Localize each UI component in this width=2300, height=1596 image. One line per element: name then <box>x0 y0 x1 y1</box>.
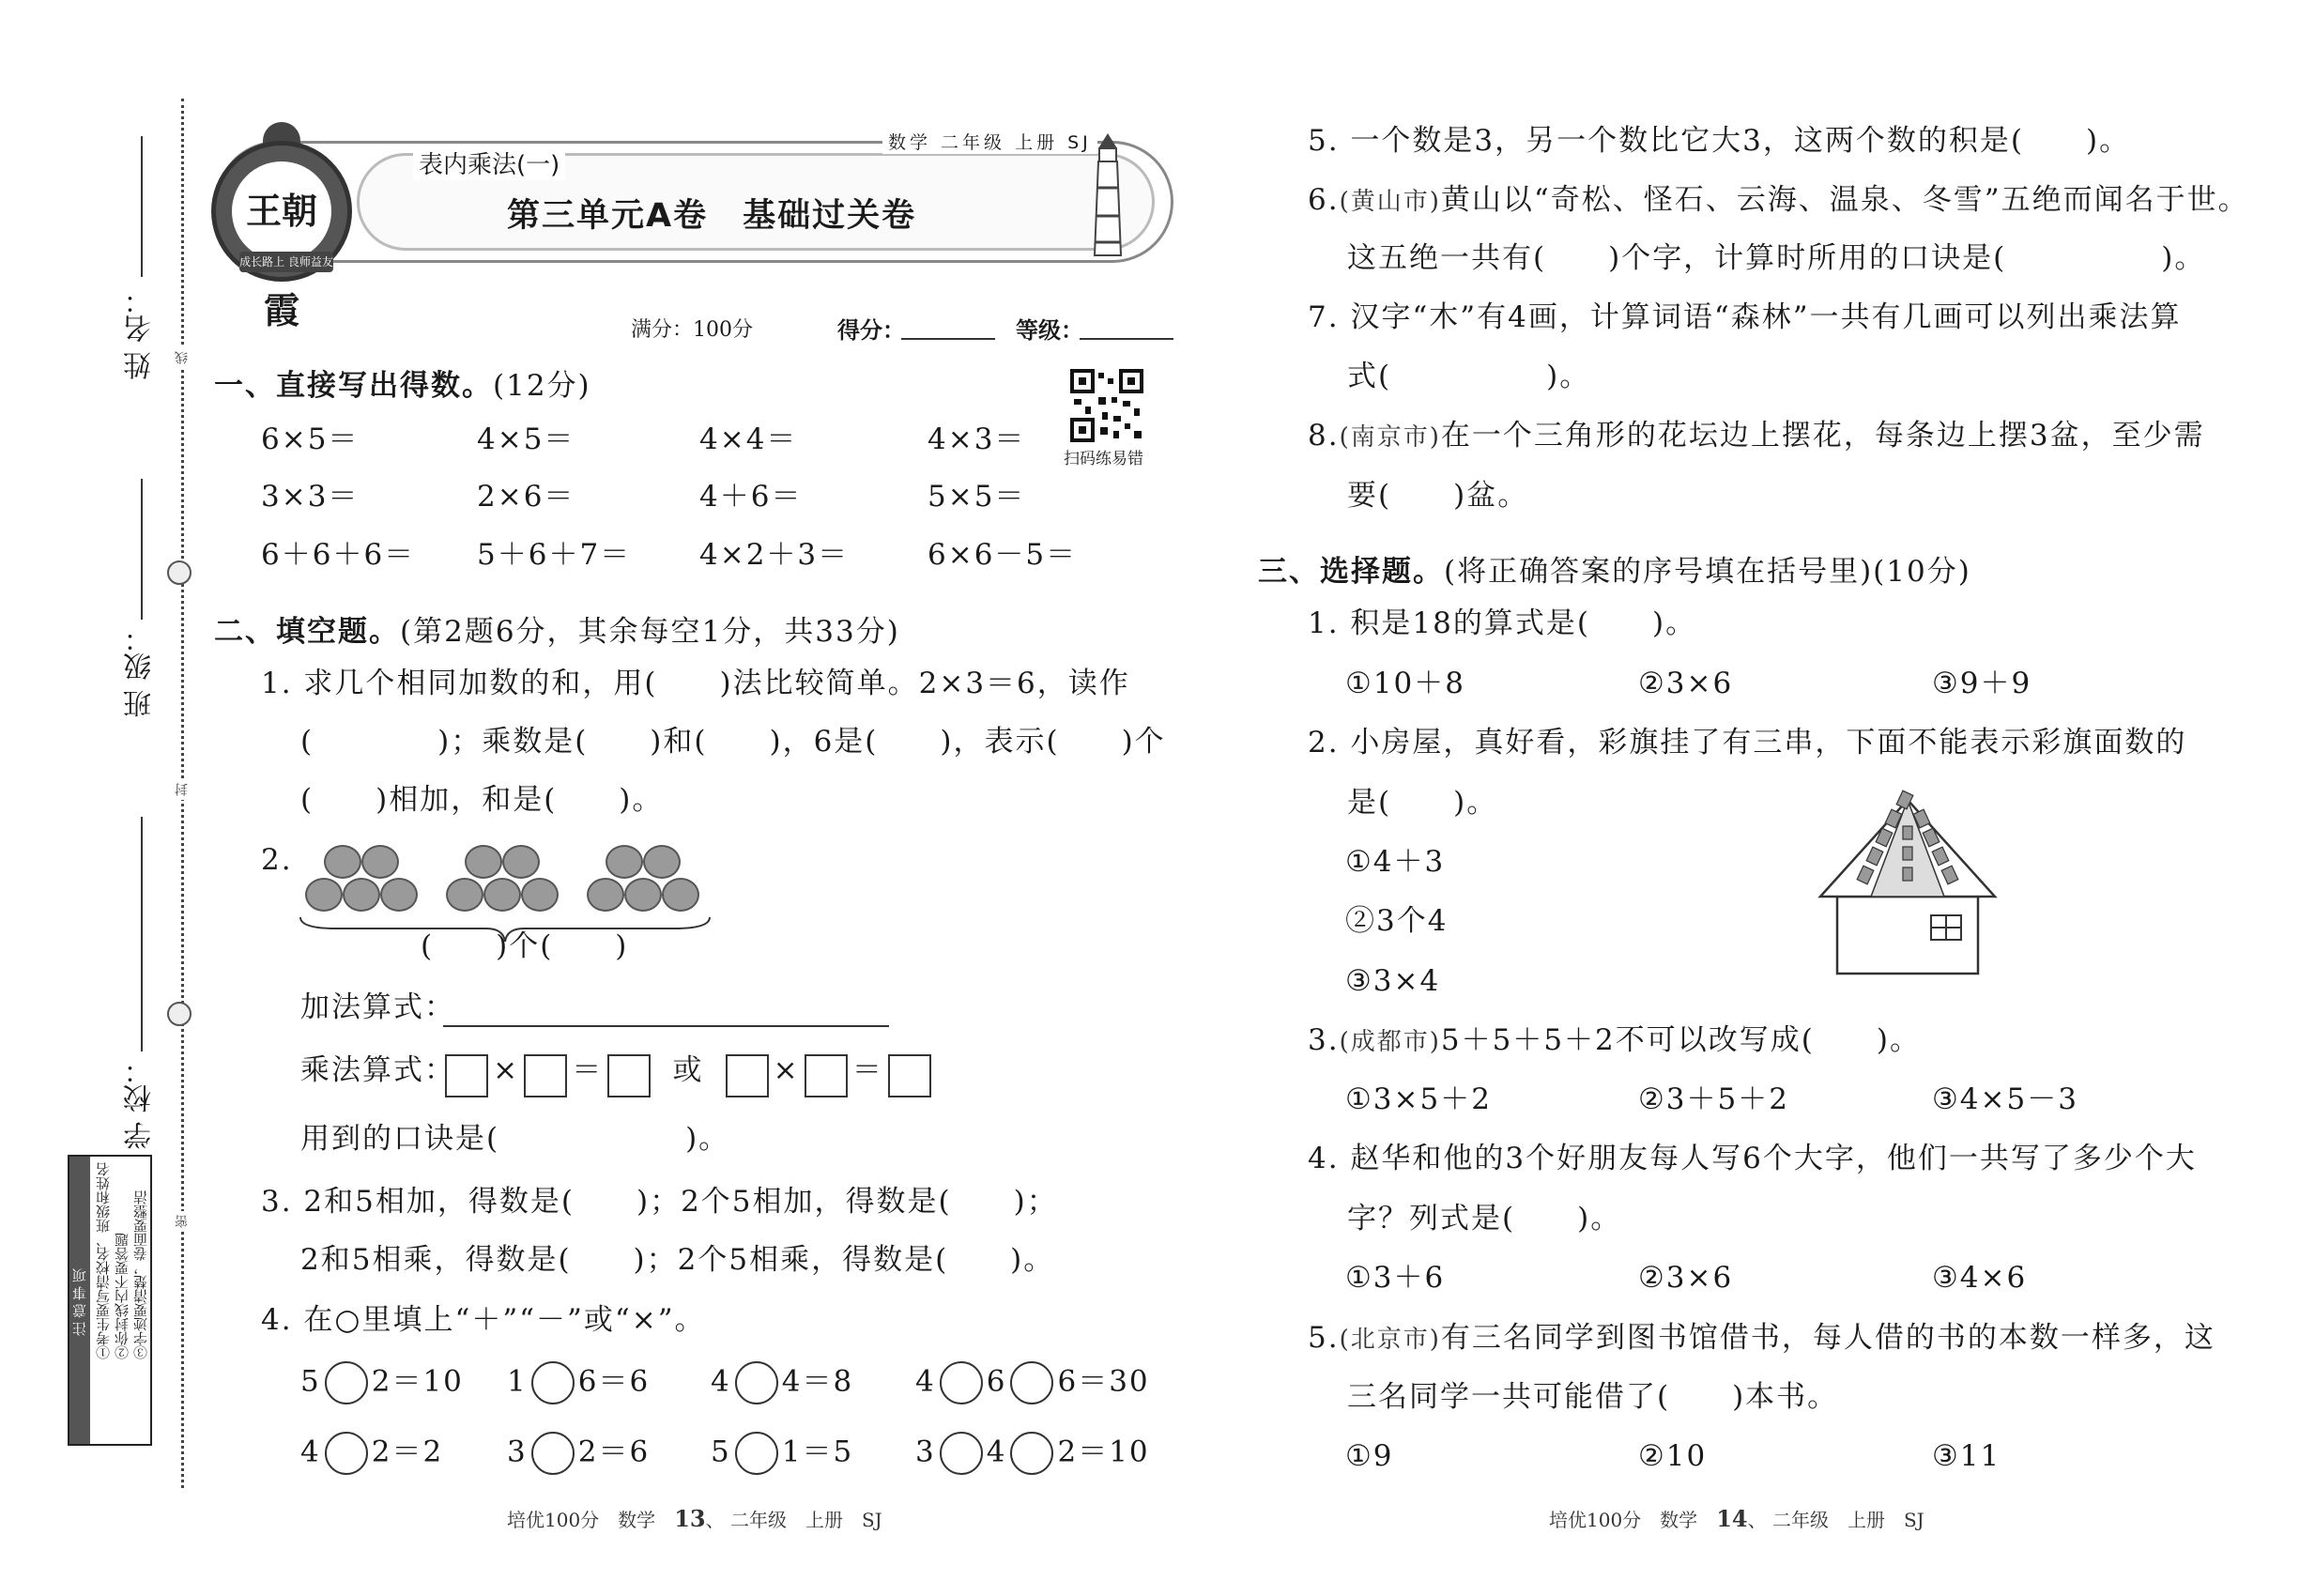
answer-box[interactable] <box>805 1054 848 1097</box>
section2-title: 二、填空题。(第2题6分，其余每空1分，共33分) <box>214 615 900 649</box>
choice-option[interactable]: ③4×5－3 <box>1932 1082 2078 1116</box>
choice-q3-stem: 3.(成都市)5＋5＋5＋2不可以改写成( )。 <box>1308 1023 1921 1057</box>
footer-left: 培优100分 数学 13、 二年级 上册 SJ <box>507 1505 882 1532</box>
choice-option[interactable]: ③3×4 <box>1345 964 1441 998</box>
binding-hole-icon <box>167 560 192 585</box>
operator-item: 4 6 6＝30 <box>915 1361 1150 1404</box>
add-formula-field[interactable] <box>443 1025 889 1027</box>
calc-item: 6×5＝ <box>261 422 360 456</box>
operator-circle[interactable] <box>325 1361 368 1404</box>
logo-slogan: 成长路上 良师益友 <box>239 252 333 272</box>
operator-item: 3 2＝6 <box>507 1432 650 1475</box>
fill-q1-line1: 1. 求几个相同加数的和，用( )法比较简单。2×3＝6，读作 <box>261 667 1130 700</box>
choice-option[interactable]: ①3×5＋2 <box>1345 1082 1492 1116</box>
topic-label: 表内乘法(一) <box>413 146 565 180</box>
answer-box[interactable] <box>445 1054 488 1097</box>
rhyme-line: 用到的口诀是( )。 <box>300 1122 730 1156</box>
cut-mark-seal: 封 <box>173 779 192 800</box>
fill-q1-line3: ( )相加，和是( )。 <box>300 783 664 817</box>
choice-option[interactable]: ③9＋9 <box>1932 667 2032 700</box>
choice-option[interactable]: ①9 <box>1345 1439 1394 1473</box>
operator-circle[interactable] <box>940 1432 983 1475</box>
page-number: 14 <box>1716 1505 1748 1532</box>
logo-text: 王朝霞 <box>232 161 331 261</box>
choice-q1-stem: 1. 积是18的算式是( )。 <box>1308 606 1697 640</box>
add-formula-label: 加法算式： <box>300 990 455 1024</box>
fill-q1-line2: ( )；乘数是( )和( )，6是( )，表示( )个 <box>300 725 1166 759</box>
section1-title: 一、直接写出得数。(12分) <box>214 369 591 403</box>
fill-q2-number: 2. <box>261 843 293 877</box>
grade-label: 等级： <box>1016 317 1083 344</box>
brace-text: ( )个( ) <box>421 929 629 963</box>
operator-circle[interactable] <box>531 1432 575 1475</box>
calc-item: 5×5＝ <box>928 480 1026 514</box>
name-field-line[interactable] <box>141 136 143 277</box>
choice-option[interactable]: ②3个4 <box>1345 904 1449 938</box>
choice-option[interactable]: ①4＋3 <box>1345 845 1446 879</box>
operator-item: 5 2＝10 <box>300 1361 464 1404</box>
choice-q2-line2: 是( )。 <box>1347 786 1498 820</box>
cut-mark-secret: 密 <box>173 1211 192 1232</box>
fill-q6-line1: 6.(黄山市)黄山以“奇松、怪石、云海、温泉、冬雪”五绝而闻名于世。 <box>1308 183 2249 217</box>
mul-formula-label: 乘法算式： <box>300 1053 455 1087</box>
choice-option[interactable]: ②3＋5＋2 <box>1638 1082 1789 1116</box>
footer-right: 培优100分 数学 14、 二年级 上册 SJ <box>1549 1505 1924 1532</box>
class-label: 班 级： <box>124 624 157 718</box>
page-title: 第三单元A卷 基础过关卷 <box>507 197 917 235</box>
fill-q3-line2: 2和5相乘，得数是( )；2个5相乘，得数是( )。 <box>300 1243 1055 1277</box>
school-field-line[interactable] <box>141 817 143 1051</box>
choice-q5-line2: 三名同学一共可能借了( )本书。 <box>1347 1380 1839 1414</box>
fill-q3-line1: 3. 2和5相加，得数是( )；2个5相加，得数是( )； <box>261 1185 1058 1219</box>
house-with-flags-icon <box>1817 789 2000 976</box>
operator-circle[interactable] <box>325 1432 368 1475</box>
subject-meta: 数学 二年级 上册 SJ <box>882 129 1097 154</box>
mul-formula-boxes: × ＝ 或 × ＝ <box>445 1053 931 1097</box>
notice-box <box>68 1155 152 1446</box>
choice-q4-line2: 字？列式是( )。 <box>1347 1202 1622 1235</box>
choice-option[interactable]: ②10 <box>1638 1439 1708 1473</box>
calc-item: 4×5＝ <box>477 422 575 456</box>
operator-circle[interactable] <box>735 1432 778 1475</box>
notice-item: ①考生要写清校名、班级和姓名 <box>95 1162 112 1359</box>
answer-box[interactable] <box>726 1054 769 1097</box>
name-label: 姓 名： <box>124 286 157 380</box>
class-field-line[interactable] <box>141 479 143 620</box>
choice-option[interactable]: ①3＋6 <box>1345 1261 1446 1295</box>
operator-circle[interactable] <box>1010 1432 1053 1475</box>
notice-item: ②你封线内不要答题 <box>114 1233 130 1359</box>
cut-mark-line: 线 <box>173 347 192 368</box>
choice-q5-line1: 5.(北京市)有三名同学到图书馆借书，每人借的书的本数一样多，这 <box>1308 1321 2216 1355</box>
score-field[interactable] <box>901 338 995 340</box>
operator-item: 5 1＝5 <box>711 1432 853 1475</box>
choice-option[interactable]: ①10＋8 <box>1345 667 1465 700</box>
fill-q8-line2: 要( )盆。 <box>1347 479 1529 513</box>
binding-hole-icon <box>167 1002 192 1026</box>
operator-circle[interactable] <box>1010 1361 1053 1404</box>
score-label: 得分： <box>837 317 905 344</box>
lighthouse-icon <box>1089 131 1127 258</box>
notice-item: ③字迹要清楚，卷面要整洁 <box>132 1190 149 1359</box>
section3-title: 三、选择题。(将正确答案的序号填在括号里)(10分) <box>1258 555 1971 589</box>
qr-caption: 扫码练易错 <box>1064 450 1143 468</box>
calc-item: 2×6＝ <box>477 480 575 514</box>
calc-item: 4×4＝ <box>699 422 798 456</box>
calc-item: 4×2＋3＝ <box>699 538 850 572</box>
fill-q4-title: 4. 在○里填上“＋”“－”或“×”。 <box>261 1303 706 1337</box>
answer-box[interactable] <box>607 1054 651 1097</box>
full-score: 满分：100分 <box>631 318 753 342</box>
notice-items <box>94 1162 150 1359</box>
calc-item: 6＋6＋6＝ <box>261 538 416 572</box>
choice-q2-line1: 2. 小房屋，真好看，彩旗挂了有三串，下面不能表示彩旗面数的 <box>1308 726 2187 760</box>
fill-q6-line2: 这五绝一共有( )个字，计算时所用的口诀是( )。 <box>1347 241 2206 275</box>
answer-box[interactable] <box>524 1054 567 1097</box>
choice-option[interactable]: ②3×6 <box>1638 667 1734 700</box>
grade-field[interactable] <box>1080 338 1173 340</box>
operator-circle[interactable] <box>531 1361 575 1404</box>
calc-item: 4＋6＝ <box>699 480 803 514</box>
operator-item: 1 6＝6 <box>507 1361 650 1404</box>
choice-option[interactable]: ③11 <box>1932 1439 2001 1473</box>
operator-item: 4 4＝8 <box>711 1361 853 1404</box>
calc-item: 5＋6＋7＝ <box>477 538 632 572</box>
fill-q7-line1: 7. 汉字“木”有4画，计算词语“森林”一共有几画可以列出乘法算 <box>1308 300 2182 334</box>
fill-q5: 5. 一个数是3，另一个数比它大3，这两个数的积是( )。 <box>1308 124 2131 158</box>
calc-item: 6×6－5＝ <box>928 538 1078 572</box>
operator-item: 3 4 2＝10 <box>915 1432 1150 1475</box>
choice-option[interactable]: ③4×6 <box>1932 1261 2028 1295</box>
choice-option[interactable]: ②3×6 <box>1638 1261 1734 1295</box>
answer-box[interactable] <box>888 1054 931 1097</box>
calc-item: 3×3＝ <box>261 480 360 514</box>
calc-item: 4×3＝ <box>928 422 1026 456</box>
fill-q8-line1: 8.(南京市)在一个三角形的花坛边上摆花，每条边上摆3盆，至少需 <box>1308 419 2205 453</box>
qr-code-icon[interactable] <box>1070 369 1143 442</box>
operator-item: 4 2＝2 <box>300 1432 443 1475</box>
notice-title: 注意事项 <box>69 1157 90 1444</box>
fill-q7-line2: 式( )。 <box>1347 360 1591 393</box>
school-label: 学 校： <box>124 1056 157 1150</box>
page-number: 13 <box>674 1505 706 1532</box>
operator-circle[interactable] <box>940 1361 983 1404</box>
operator-circle[interactable] <box>735 1361 778 1404</box>
choice-q4-line1: 4. 赵华和他的3个好朋友每人写6个大字，他们一共写了多少个大 <box>1308 1142 2197 1175</box>
